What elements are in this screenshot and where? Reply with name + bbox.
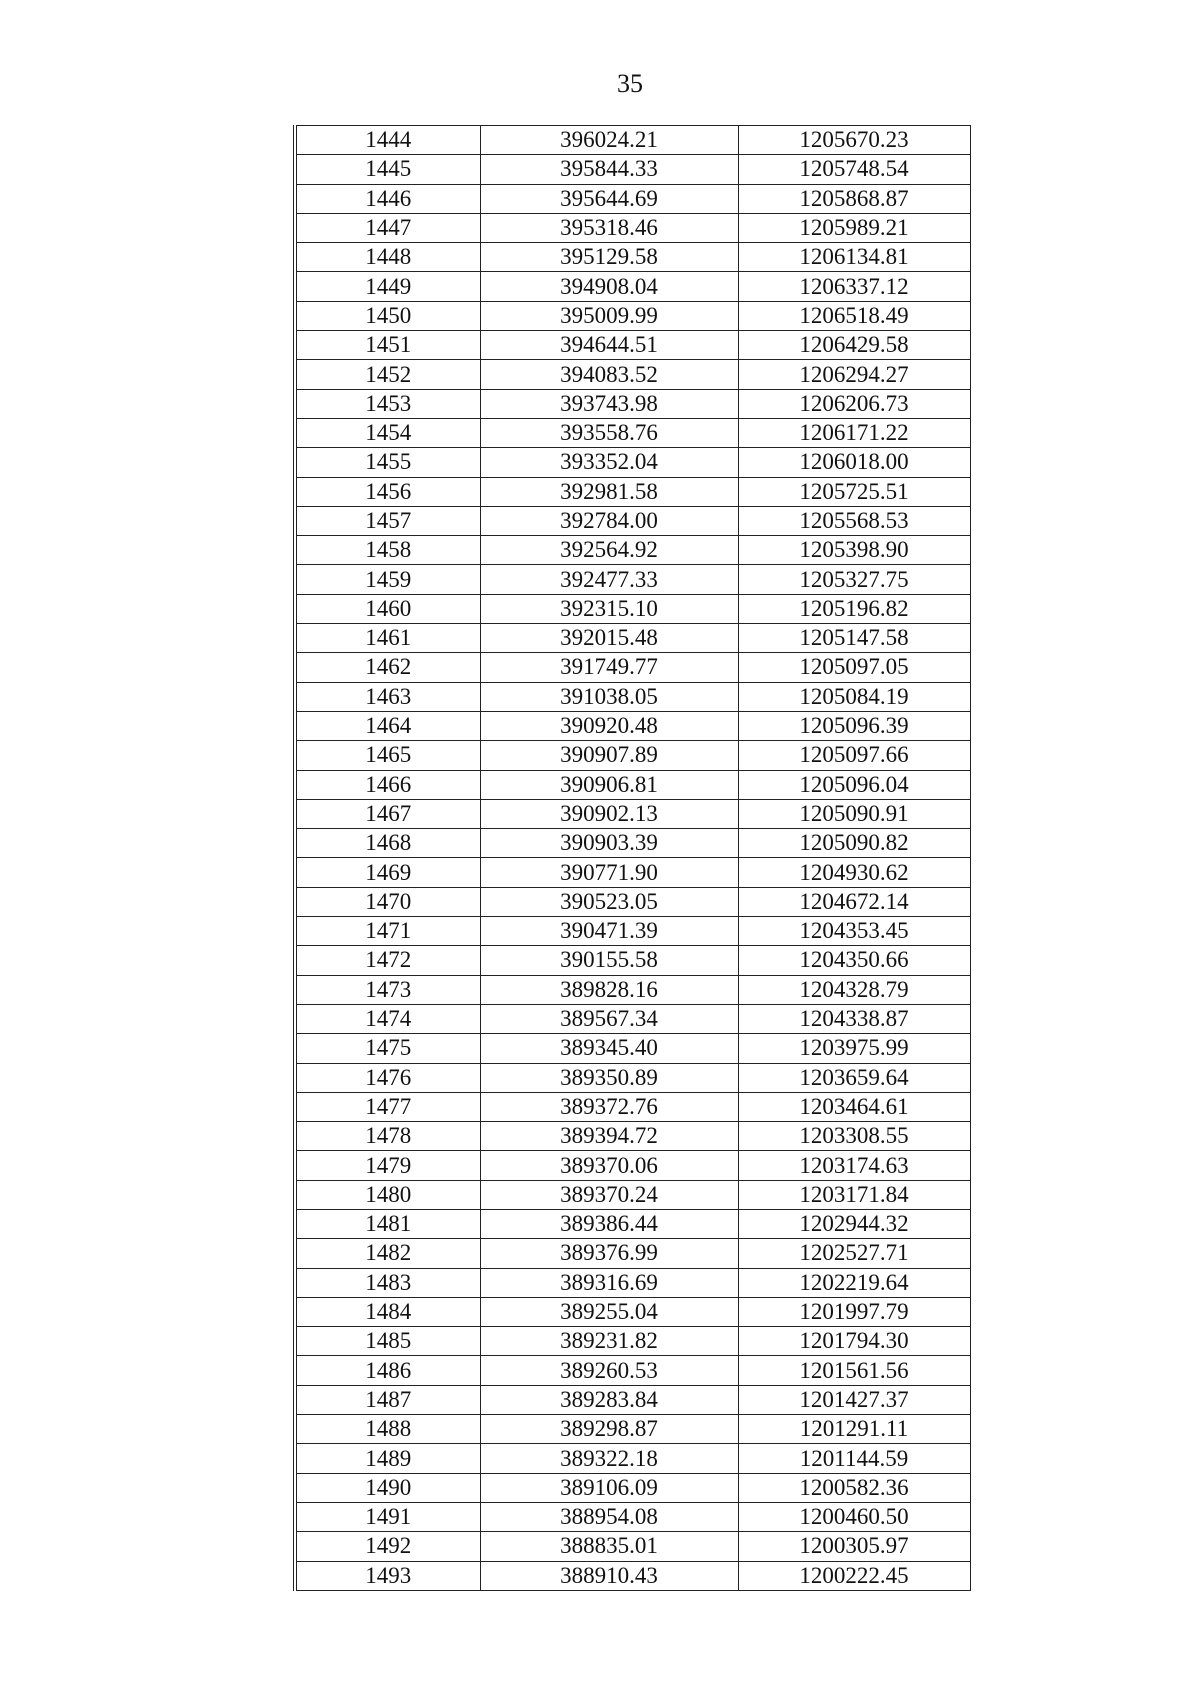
y-coordinate-cell: 1206518.49 — [738, 301, 970, 330]
y-coordinate-cell: 1205398.90 — [738, 536, 970, 565]
x-coordinate-cell: 389350.89 — [480, 1063, 738, 1092]
x-coordinate-cell: 392564.92 — [480, 536, 738, 565]
y-coordinate-cell: 1205096.04 — [738, 770, 970, 799]
table-row — [295, 1004, 970, 1033]
table-row — [295, 1268, 970, 1297]
point-number-cell: 1476 — [295, 1063, 480, 1092]
y-coordinate-cell: 1205090.91 — [738, 799, 970, 828]
y-coordinate-cell: 1203308.55 — [738, 1122, 970, 1151]
coordinate-table — [293, 125, 971, 1591]
point-number-cell: 1453 — [295, 389, 480, 418]
x-coordinate-cell: 388954.08 — [480, 1502, 738, 1531]
y-coordinate-cell: 1200222.45 — [738, 1561, 970, 1590]
y-coordinate-cell: 1203171.84 — [738, 1180, 970, 1209]
table-row — [295, 594, 970, 623]
y-coordinate-cell: 1206337.12 — [738, 272, 970, 301]
table-row — [295, 360, 970, 389]
point-number-cell: 1489 — [295, 1444, 480, 1473]
x-coordinate-cell: 391749.77 — [480, 653, 738, 682]
table-row — [295, 946, 970, 975]
x-coordinate-cell: 390471.39 — [480, 917, 738, 946]
table-row — [295, 741, 970, 770]
page-number: 35 — [617, 69, 643, 98]
y-coordinate-cell: 1201561.56 — [738, 1356, 970, 1385]
table-row — [295, 1122, 970, 1151]
x-coordinate-cell: 390771.90 — [480, 858, 738, 887]
x-coordinate-cell: 392477.33 — [480, 565, 738, 594]
y-coordinate-cell: 1206171.22 — [738, 418, 970, 447]
y-coordinate-cell: 1206018.00 — [738, 448, 970, 477]
point-number-cell: 1462 — [295, 653, 480, 682]
point-number-cell: 1444 — [295, 126, 480, 155]
y-coordinate-cell: 1206294.27 — [738, 360, 970, 389]
x-coordinate-cell: 391038.05 — [480, 682, 738, 711]
y-coordinate-cell: 1201997.79 — [738, 1297, 970, 1326]
x-coordinate-cell: 390906.81 — [480, 770, 738, 799]
y-coordinate-cell: 1205568.53 — [738, 506, 970, 535]
x-coordinate-cell: 394908.04 — [480, 272, 738, 301]
x-coordinate-cell: 389316.69 — [480, 1268, 738, 1297]
x-coordinate-cell: 389828.16 — [480, 975, 738, 1004]
point-number-cell: 1459 — [295, 565, 480, 594]
table-row — [295, 389, 970, 418]
table-row — [295, 1385, 970, 1414]
point-number-cell: 1482 — [295, 1239, 480, 1268]
x-coordinate-cell: 389372.76 — [480, 1092, 738, 1121]
x-coordinate-cell: 396024.21 — [480, 126, 738, 155]
point-number-cell: 1487 — [295, 1385, 480, 1414]
y-coordinate-cell: 1204930.62 — [738, 858, 970, 887]
point-number-cell: 1485 — [295, 1327, 480, 1356]
x-coordinate-cell: 395009.99 — [480, 301, 738, 330]
point-number-cell: 1454 — [295, 418, 480, 447]
y-coordinate-cell: 1205196.82 — [738, 594, 970, 623]
y-coordinate-cell: 1200305.97 — [738, 1532, 970, 1561]
table-row — [295, 1297, 970, 1326]
point-number-cell: 1452 — [295, 360, 480, 389]
x-coordinate-cell: 389386.44 — [480, 1209, 738, 1238]
y-coordinate-cell: 1201427.37 — [738, 1385, 970, 1414]
table-row — [295, 331, 970, 360]
x-coordinate-cell: 389376.99 — [480, 1239, 738, 1268]
point-number-cell: 1468 — [295, 829, 480, 858]
table-row — [295, 1502, 970, 1531]
table-row — [295, 418, 970, 447]
x-coordinate-cell: 389370.06 — [480, 1151, 738, 1180]
table-row — [295, 711, 970, 740]
point-number-cell: 1491 — [295, 1502, 480, 1531]
y-coordinate-cell: 1200460.50 — [738, 1502, 970, 1531]
point-number-cell: 1445 — [295, 155, 480, 184]
y-coordinate-cell: 1203464.61 — [738, 1092, 970, 1121]
table-row — [295, 1209, 970, 1238]
table-row — [295, 536, 970, 565]
x-coordinate-cell: 392015.48 — [480, 624, 738, 653]
point-number-cell: 1466 — [295, 770, 480, 799]
point-number-cell: 1481 — [295, 1209, 480, 1238]
x-coordinate-cell: 395844.33 — [480, 155, 738, 184]
x-coordinate-cell: 388910.43 — [480, 1561, 738, 1590]
table-row — [295, 1532, 970, 1561]
y-coordinate-cell: 1204350.66 — [738, 946, 970, 975]
x-coordinate-cell: 392981.58 — [480, 477, 738, 506]
y-coordinate-cell: 1204328.79 — [738, 975, 970, 1004]
table-row — [295, 1415, 970, 1444]
point-number-cell: 1492 — [295, 1532, 480, 1561]
y-coordinate-cell: 1202527.71 — [738, 1239, 970, 1268]
y-coordinate-cell: 1205147.58 — [738, 624, 970, 653]
x-coordinate-cell: 389106.09 — [480, 1473, 738, 1502]
table-row — [295, 917, 970, 946]
point-number-cell: 1469 — [295, 858, 480, 887]
y-coordinate-cell: 1203659.64 — [738, 1063, 970, 1092]
point-number-cell: 1458 — [295, 536, 480, 565]
table-row — [295, 1444, 970, 1473]
table-row — [295, 1327, 970, 1356]
x-coordinate-cell: 393743.98 — [480, 389, 738, 418]
point-number-cell: 1478 — [295, 1122, 480, 1151]
y-coordinate-cell: 1201794.30 — [738, 1327, 970, 1356]
table-row — [295, 126, 970, 155]
x-coordinate-cell: 393352.04 — [480, 448, 738, 477]
point-number-cell: 1472 — [295, 946, 480, 975]
y-coordinate-cell: 1205097.05 — [738, 653, 970, 682]
y-coordinate-cell: 1205868.87 — [738, 184, 970, 213]
y-coordinate-cell: 1205090.82 — [738, 829, 970, 858]
table-row — [295, 213, 970, 242]
point-number-cell: 1484 — [295, 1297, 480, 1326]
table-row — [295, 1561, 970, 1590]
table-row — [295, 1034, 970, 1063]
table-row — [295, 975, 970, 1004]
table-row — [295, 829, 970, 858]
x-coordinate-cell: 389260.53 — [480, 1356, 738, 1385]
y-coordinate-cell: 1205748.54 — [738, 155, 970, 184]
x-coordinate-cell: 394083.52 — [480, 360, 738, 389]
table-row — [295, 565, 970, 594]
table-row — [295, 887, 970, 916]
x-coordinate-cell: 389283.84 — [480, 1385, 738, 1414]
y-coordinate-cell: 1203174.63 — [738, 1151, 970, 1180]
point-number-cell: 1465 — [295, 741, 480, 770]
x-coordinate-cell: 394644.51 — [480, 331, 738, 360]
table-row — [295, 682, 970, 711]
y-coordinate-cell: 1202944.32 — [738, 1209, 970, 1238]
y-coordinate-cell: 1205097.66 — [738, 741, 970, 770]
x-coordinate-cell: 389322.18 — [480, 1444, 738, 1473]
y-coordinate-cell: 1205084.19 — [738, 682, 970, 711]
y-coordinate-cell: 1204353.45 — [738, 917, 970, 946]
x-coordinate-cell: 389298.87 — [480, 1415, 738, 1444]
x-coordinate-cell: 389231.82 — [480, 1327, 738, 1356]
point-number-cell: 1463 — [295, 682, 480, 711]
y-coordinate-cell: 1200582.36 — [738, 1473, 970, 1502]
x-coordinate-cell: 390907.89 — [480, 741, 738, 770]
y-coordinate-cell: 1205725.51 — [738, 477, 970, 506]
y-coordinate-cell: 1206429.58 — [738, 331, 970, 360]
table-row — [295, 624, 970, 653]
x-coordinate-cell: 390523.05 — [480, 887, 738, 916]
x-coordinate-cell: 390902.13 — [480, 799, 738, 828]
table-row — [295, 1239, 970, 1268]
point-number-cell: 1486 — [295, 1356, 480, 1385]
x-coordinate-cell: 390903.39 — [480, 829, 738, 858]
x-coordinate-cell: 395318.46 — [480, 213, 738, 242]
y-coordinate-cell: 1205327.75 — [738, 565, 970, 594]
point-number-cell: 1474 — [295, 1004, 480, 1033]
x-coordinate-cell: 389345.40 — [480, 1034, 738, 1063]
point-number-cell: 1448 — [295, 243, 480, 272]
point-number-cell: 1449 — [295, 272, 480, 301]
y-coordinate-cell: 1206134.81 — [738, 243, 970, 272]
y-coordinate-cell: 1204672.14 — [738, 887, 970, 916]
y-coordinate-cell: 1201291.11 — [738, 1415, 970, 1444]
point-number-cell: 1446 — [295, 184, 480, 213]
point-number-cell: 1464 — [295, 711, 480, 740]
x-coordinate-cell: 389394.72 — [480, 1122, 738, 1151]
y-coordinate-cell: 1205096.39 — [738, 711, 970, 740]
table-row — [295, 1473, 970, 1502]
y-coordinate-cell: 1201144.59 — [738, 1444, 970, 1473]
y-coordinate-cell: 1202219.64 — [738, 1268, 970, 1297]
y-coordinate-cell: 1203975.99 — [738, 1034, 970, 1063]
point-number-cell: 1461 — [295, 624, 480, 653]
y-coordinate-cell: 1204338.87 — [738, 1004, 970, 1033]
point-number-cell: 1456 — [295, 477, 480, 506]
point-number-cell: 1475 — [295, 1034, 480, 1063]
x-coordinate-cell: 389255.04 — [480, 1297, 738, 1326]
x-coordinate-cell: 389567.34 — [480, 1004, 738, 1033]
x-coordinate-cell: 395129.58 — [480, 243, 738, 272]
point-number-cell: 1483 — [295, 1268, 480, 1297]
table-row — [295, 1356, 970, 1385]
x-coordinate-cell: 390155.58 — [480, 946, 738, 975]
table-row — [295, 448, 970, 477]
x-coordinate-cell: 393558.76 — [480, 418, 738, 447]
table-row — [295, 653, 970, 682]
point-number-cell: 1480 — [295, 1180, 480, 1209]
y-coordinate-cell: 1205989.21 — [738, 213, 970, 242]
point-number-cell: 1447 — [295, 213, 480, 242]
point-number-cell: 1488 — [295, 1415, 480, 1444]
table-row — [295, 301, 970, 330]
x-coordinate-cell: 390920.48 — [480, 711, 738, 740]
table-row — [295, 770, 970, 799]
point-number-cell: 1479 — [295, 1151, 480, 1180]
table-row — [295, 858, 970, 887]
point-number-cell: 1460 — [295, 594, 480, 623]
point-number-cell: 1467 — [295, 799, 480, 828]
table-body — [295, 126, 970, 1591]
point-number-cell: 1450 — [295, 301, 480, 330]
table-row — [295, 184, 970, 213]
table-row — [295, 1092, 970, 1121]
point-number-cell: 1470 — [295, 887, 480, 916]
x-coordinate-cell: 395644.69 — [480, 184, 738, 213]
point-number-cell: 1471 — [295, 917, 480, 946]
point-number-cell: 1493 — [295, 1561, 480, 1590]
point-number-cell: 1473 — [295, 975, 480, 1004]
y-coordinate-cell: 1206206.73 — [738, 389, 970, 418]
point-number-cell: 1455 — [295, 448, 480, 477]
table-row — [295, 1151, 970, 1180]
x-coordinate-cell: 389370.24 — [480, 1180, 738, 1209]
table-row — [295, 1063, 970, 1092]
x-coordinate-cell: 392784.00 — [480, 506, 738, 535]
point-number-cell: 1477 — [295, 1092, 480, 1121]
table-row — [295, 272, 970, 301]
table-row — [295, 477, 970, 506]
table-row — [295, 1180, 970, 1209]
table-row — [295, 799, 970, 828]
table-row — [295, 243, 970, 272]
x-coordinate-cell: 388835.01 — [480, 1532, 738, 1561]
x-coordinate-cell: 392315.10 — [480, 594, 738, 623]
point-number-cell: 1457 — [295, 506, 480, 535]
table-row — [295, 506, 970, 535]
table-row — [295, 155, 970, 184]
y-coordinate-cell: 1205670.23 — [738, 126, 970, 155]
point-number-cell: 1451 — [295, 331, 480, 360]
point-number-cell: 1490 — [295, 1473, 480, 1502]
